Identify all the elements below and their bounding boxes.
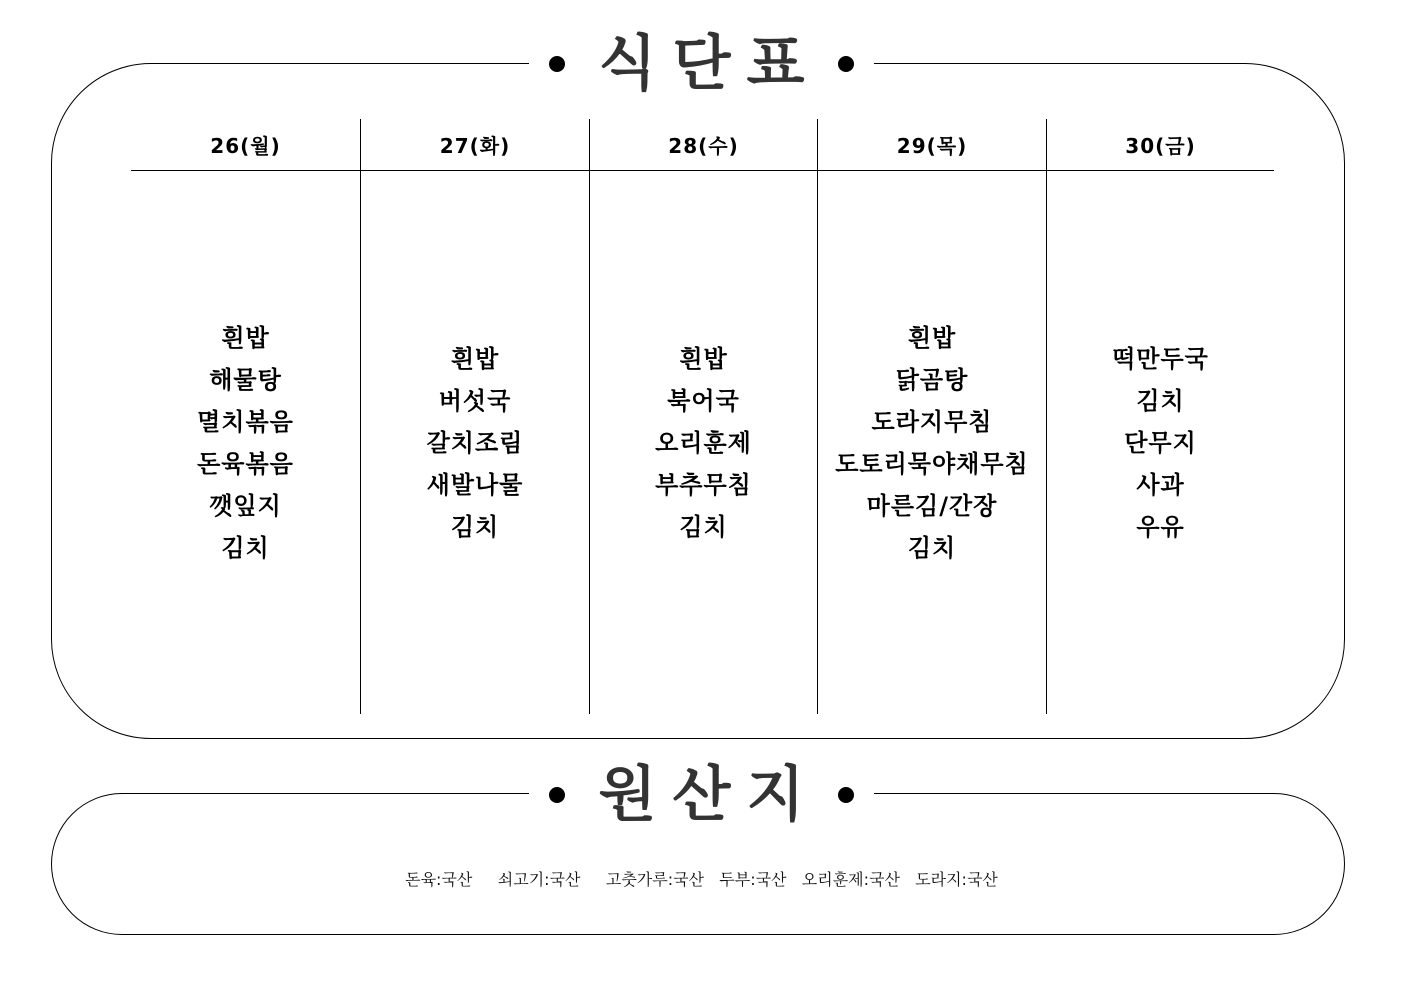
- day-header-fri: 30(금): [1125, 133, 1196, 158]
- dish-item: 흰밥: [907, 323, 957, 352]
- day-header-mon: 26(월): [210, 133, 281, 158]
- dish-item: 흰밥: [679, 344, 728, 373]
- dish-item: 우유: [1136, 512, 1185, 541]
- origin-item: 쇠고기:국산: [497, 870, 581, 889]
- dish-item: 오리훈제: [655, 428, 752, 457]
- dish-item: 김치: [450, 512, 500, 541]
- dish-item: 돈육볶음: [197, 449, 294, 478]
- dish-item: 마른김/간장: [866, 491, 998, 520]
- dish-item: 사과: [1136, 470, 1185, 499]
- dish-item: 김치: [679, 512, 728, 541]
- dish-list-wed: [590, 171, 817, 714]
- dish-item: 흰밥: [450, 344, 500, 373]
- dish-item: 떡만두국: [1112, 344, 1209, 373]
- menu-title: 식단표: [598, 29, 821, 99]
- origin-title-group: [0, 755, 1403, 835]
- dish-item: 김치: [907, 533, 957, 562]
- dish-item: 도토리묵야채무침: [835, 449, 1029, 478]
- dish-item: 김치: [221, 533, 270, 562]
- menu-title-group: [0, 24, 1403, 104]
- day-header-thu: 29(목): [896, 133, 968, 158]
- dish-item: 새발나물: [426, 470, 524, 499]
- origin-item: 두부:국산: [719, 870, 787, 889]
- origin-list: [0, 867, 1403, 890]
- bullet-dot-icon: [838, 787, 854, 803]
- dish-item: 도라지무침: [871, 407, 993, 436]
- origin-item: 오리훈제:국산: [801, 870, 900, 889]
- day-header-tue: 27(화): [439, 133, 511, 158]
- dish-list-mon: [131, 171, 360, 714]
- dish-item: 깻잎지: [209, 491, 282, 520]
- dish-item: 부추무침: [655, 470, 752, 499]
- dish-item: 버섯국: [438, 386, 512, 415]
- dish-item: 갈치조림: [426, 428, 524, 457]
- day-header-wed: 28(수): [668, 133, 739, 158]
- dish-item: 닭곰탕: [895, 365, 969, 394]
- dish-item: 김치: [1136, 386, 1185, 415]
- bullet-dot-icon: [549, 787, 565, 803]
- dish-item: 단무지: [1124, 428, 1197, 457]
- dish-item: 북어국: [667, 386, 740, 415]
- origin-title: 원산지: [598, 760, 821, 830]
- dish-item: 흰밥: [221, 323, 270, 352]
- dish-item: 멸치볶음: [197, 407, 294, 436]
- origin-item: 고춧가루:국산: [605, 870, 705, 889]
- dish-list-fri: [1047, 171, 1274, 714]
- dish-list-tue: [361, 171, 589, 714]
- origin-item: 돈육:국산: [405, 870, 473, 889]
- dish-list-thu: [818, 171, 1046, 714]
- bullet-dot-icon: [838, 56, 854, 72]
- bullet-dot-icon: [549, 56, 565, 72]
- dish-item: 해물탕: [209, 365, 282, 394]
- origin-item: 도라지:국산: [915, 870, 998, 889]
